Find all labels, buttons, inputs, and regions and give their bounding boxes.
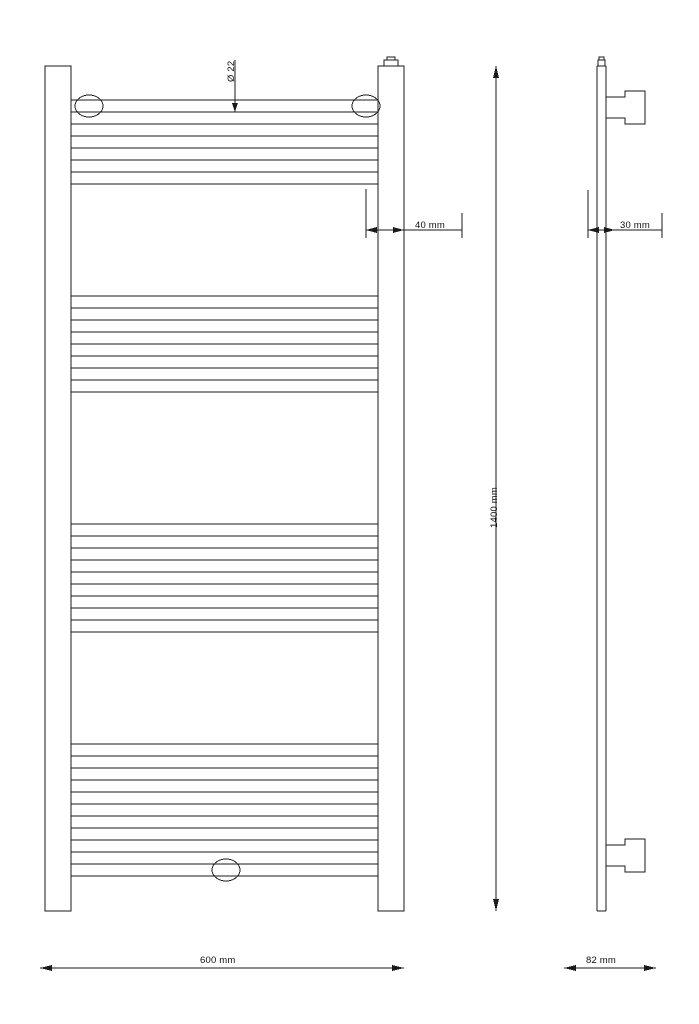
bottom-collar <box>212 859 240 881</box>
total-width-label: 600 mm <box>200 955 236 966</box>
front-offset-label: 40 mm <box>415 220 446 231</box>
front-view <box>45 57 404 911</box>
left-collar <box>75 95 103 117</box>
pipe-diameter-label: Ø 22 <box>226 60 237 82</box>
side-depth-label: 82 mm <box>586 955 617 966</box>
front-offset-dimension <box>366 189 462 238</box>
side-offset-label: 30 mm <box>620 220 651 231</box>
total-height-label: 1400 mm <box>489 486 500 528</box>
right-collar <box>352 95 380 117</box>
side-view <box>597 57 645 911</box>
